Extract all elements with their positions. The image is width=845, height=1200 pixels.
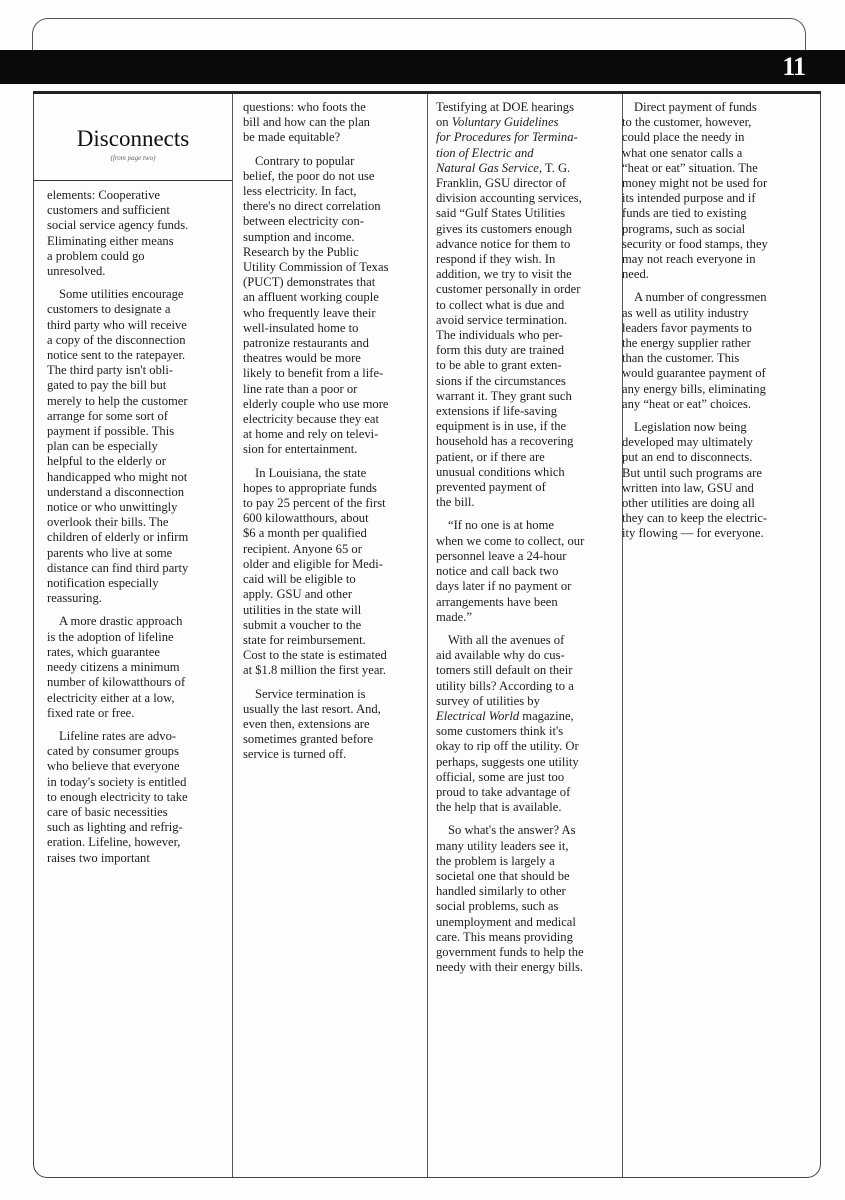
article-heading-box: [34, 94, 232, 181]
text: magazine, some customers think it's okay to rip off the utility. Or perhaps, suggests one utility official, some are just too proud to take advantage of the help that is available.: [436, 708, 579, 815]
column-divider: [427, 94, 428, 1177]
header-bar: [0, 50, 845, 84]
paragraph: Some utilities encourage customers to designate a third party who will receive a copy of the disconnection notice sent to the ratepayer. The third party isn't obli- gated to pay the bill but merely to help the customer arrange for some sort of payment if possible. This plan can be especially helpful to the elderly or handicapped who might not understand a disconnection notice or who unwittingly overlook their bills. The children of elderly or infirm parents who live at some distance can find third party notification especially reassuring.: [47, 287, 189, 606]
column-1: [47, 188, 225, 874]
paragraph: In Louisiana, the state hopes to appropriate funds to pay 25 percent of the first 600 kilowatthours, about $6 a month per qualified recipient. Anyone 65 or older and eligible for Medi- caid will be eligible to apply. GSU and other utilities in the state will submit a voucher to the state for reimbursement. Cost to the state is estimated at $1.8 million the first year.: [243, 465, 387, 678]
paragraph: Legislation now being developed may ultimately put an end to disconnects. But until such programs are written into law, GSU and other utilities are doing all they can to keep the electric- ity flowing — for everyone.: [622, 420, 768, 541]
column-2: [243, 100, 421, 771]
magazine-title-italic: Electrical World: [436, 708, 520, 723]
text: With all the avenues of aid available why do cus- tomers still default on their utility bills? According to a survey of utilities by: [436, 632, 574, 708]
column-divider: [232, 94, 233, 1177]
paragraph: Service termination is usually the last resort. And, even then, extensions are sometimes granted before service is turned off.: [243, 686, 381, 762]
paragraph: A number of congressmen as well as utility industry leaders favor payments to the energy supplier rather than the customer. This would guarantee payment of any energy bills, eliminating any “heat or eat” choices.: [622, 290, 767, 411]
continued-note: (from page two): [110, 154, 156, 162]
paragraph: [436, 100, 614, 510]
paragraph: questions: who foots the bill and how can the plan be made equitable?: [243, 100, 370, 145]
paragraph: “If no one is at home when we come to collect, our personnel leave a 24-hour notice and call back two days later if no payment or arrangements have been made.”: [436, 518, 585, 624]
text: , T. G. Franklin, GSU director of division accounting services, said “Gulf States Utilities gives its customers enough advance notice for them to respond if they wish. In addition, we try to visit the customer personally in order to collect what is due and avoid service termination. The individuals who per- form this duty are trained to be able to grant exten- sions if the circumstances warrant it. They grant such extensions if life-saving equipment is in use, if the household has a recovering patient, or if there are unusual conditions which prevented payment of the bill.: [436, 160, 582, 510]
paragraph: Contrary to popular belief, the poor do not use less electricity. In fact, there's no direct correlation between electricity con- sumption and income. Research by the Public Utility Commission of Texas (PUCT) demonstrates that an affluent working couple who frequently leave their well-insulated home to patronize restaurants and theatres would be more likely to benefit from a life- line rate than a poor or elderly couple who use more electricity because they eat at home and rely on televi- sion for entertainment.: [243, 153, 389, 457]
paragraph: [436, 633, 614, 815]
text: Testifying at DOE hearings on: [436, 100, 574, 130]
article-title: Disconnects: [76, 126, 190, 151]
document-title-italic: Voluntary Guidelines for Procedures for Termina- tion of Electric and Natural Gas Service: [436, 115, 578, 175]
paragraph: elements: Cooperative customers and sufficient social service agency funds. Eliminating either means a problem could go unresolved.: [47, 188, 189, 279]
paragraph: A more drastic approach is the adoption of lifeline rates, which guarantee needy citizens a minimum number of kilowatthours of electricity either at a low, fixed rate or free.: [47, 614, 186, 720]
column-4: [622, 100, 800, 550]
paragraph: So what's the answer? As many utility leaders see it, the problem is largely a societal one that should be handled similarly to other social problems, such as unemployment and medical care. This means providing government funds to help the needy with their energy bills.: [436, 823, 584, 975]
page-number: 11: [782, 52, 805, 81]
paragraph: Direct payment of funds to the customer, however, could place the needy in what one senator calls a “heat or eat” situation. The money might not be used for its intended purpose and if funds are tied to existing programs, such as social security or food stamps, they may not reach everyone in need.: [622, 100, 768, 282]
paragraph: Lifeline rates are advo- cated by consumer groups who believe that everyone in today's society is entitled to enough electricity to take care of basic necessities such as lighting and refrig- eration. Lifeline, however, raises two important: [47, 728, 188, 865]
column-3: [436, 100, 614, 983]
